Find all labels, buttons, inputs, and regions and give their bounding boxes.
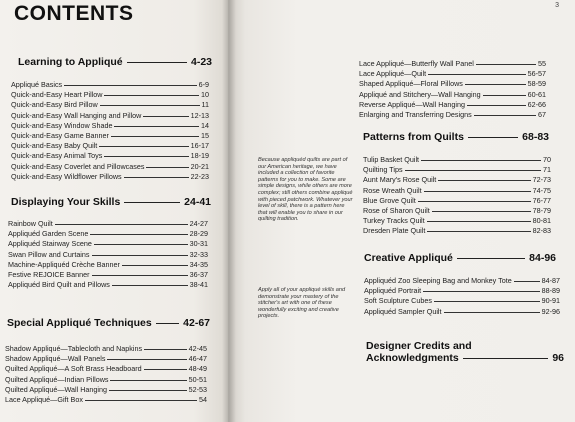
entry-title: Lace Appliqué—Gift Box — [5, 394, 83, 404]
entry-title: Quilted Appliqué—A Soft Brass Headboard — [5, 364, 142, 374]
entry-title: Turkey Tracks Quilt — [363, 216, 425, 226]
leader-rule — [421, 160, 541, 161]
leader-rule — [144, 369, 187, 370]
section-patterns-list — [363, 155, 551, 237]
entry-pages: 15 — [201, 130, 209, 140]
leader-rule — [428, 74, 525, 75]
entry-pages: 54 — [199, 394, 207, 404]
toc-entry — [11, 111, 209, 121]
entry-pages: 76-77 — [532, 195, 551, 205]
entry-title: Lace Appliqué—Butterfly Wall Panel — [359, 59, 474, 68]
leader-rule — [112, 285, 188, 286]
toc-entry — [364, 276, 560, 286]
leader-rule — [156, 323, 179, 324]
entry-title: Shaped Appliqué—Floral Pillows — [359, 79, 463, 89]
entry-pages: 80-81 — [532, 216, 551, 226]
toc-entry — [363, 206, 551, 216]
toc-entry — [359, 59, 546, 69]
leader-rule — [427, 231, 530, 232]
leader-rule — [64, 85, 196, 86]
entry-pages: 24-27 — [189, 219, 208, 228]
entry-pages: 32-33 — [189, 249, 208, 259]
section-title: Learning to Appliqué — [18, 56, 123, 68]
entry-pages: 67 — [538, 109, 546, 119]
entry-title: Rose of Sharon Quilt — [363, 205, 430, 215]
leader-rule — [104, 95, 199, 96]
leader-rule — [109, 390, 187, 391]
entry-title: Appliqué Basics — [11, 80, 63, 89]
entry-pages: 52-53 — [188, 384, 207, 394]
entry-title: Festive REJOICE Banner — [8, 269, 90, 279]
toc-entry — [359, 110, 546, 120]
entry-title: Appliquéd Bird Quilt and Pillows — [8, 280, 110, 290]
leader-rule — [55, 224, 188, 225]
section-pages: 42-67 — [183, 317, 210, 329]
entry-pages: 88-89 — [541, 286, 560, 296]
page-title: CONTENTS — [14, 2, 134, 25]
entry-pages: 42-45 — [188, 344, 207, 353]
leader-rule — [104, 156, 188, 157]
creative-blurb: Apply all of your appliqué skills and demonstrate your mastery of the stitcher's art with one of these wonderfully exciting and creative projects. — [258, 287, 346, 320]
entry-title: Enlarging and Transferring Designs — [359, 109, 472, 119]
section-special-heading — [7, 317, 210, 329]
leader-rule — [465, 84, 526, 85]
entry-title: Quick-and-Easy Wildflower Pillows — [11, 171, 122, 181]
entry-pages: 70 — [543, 155, 551, 164]
leader-rule — [92, 275, 188, 276]
entry-title: Quick-and-Easy Coverlet and Pillowcases — [11, 161, 145, 171]
entry-pages: 6-9 — [198, 80, 209, 89]
entry-pages: 48-49 — [188, 364, 207, 374]
leader-rule — [424, 191, 531, 192]
entry-title: Lace Appliqué—Quilt — [359, 69, 427, 79]
toc-entry — [5, 375, 207, 385]
section-displaying-list — [8, 219, 208, 290]
entry-pages: 34-35 — [189, 259, 208, 269]
leader-rule — [405, 170, 541, 171]
entry-title: Appliquéd Portrait — [364, 286, 422, 296]
entry-pages: 62-66 — [527, 99, 546, 109]
entry-pages: 84-87 — [541, 276, 560, 285]
leader-rule — [434, 301, 540, 302]
entry-pages: 20-21 — [190, 161, 209, 171]
entry-pages: 22-23 — [190, 171, 209, 181]
entry-pages: 74-75 — [532, 185, 551, 195]
leader-rule — [468, 137, 518, 138]
entry-pages: 50-51 — [188, 374, 207, 384]
toc-entry — [8, 219, 208, 229]
right-page — [228, 0, 575, 422]
section-credits-heading — [366, 340, 564, 364]
leader-rule — [127, 62, 187, 63]
toc-entry — [8, 260, 208, 270]
section-title: Displaying Your Skills — [11, 196, 121, 208]
toc-entry — [5, 364, 207, 374]
leader-rule — [444, 312, 540, 313]
section-title: Special Appliqué Techniques — [7, 317, 152, 329]
section-pages: 4-23 — [190, 56, 212, 68]
entry-pages: 78-79 — [532, 205, 551, 215]
page-number: 3 — [555, 2, 559, 9]
leader-rule — [432, 211, 531, 212]
leader-rule — [457, 258, 525, 259]
toc-entry — [359, 79, 546, 89]
leader-rule — [483, 95, 526, 96]
entry-title: Blue Grove Quilt — [363, 195, 416, 205]
entry-title: Appliquéd Zoo Sleeping Bag and Monkey Tote — [364, 276, 512, 285]
toc-entry — [8, 250, 208, 260]
toc-entry — [363, 226, 551, 236]
section-special-continued-list — [359, 59, 546, 120]
leader-rule — [100, 105, 200, 106]
entry-title: Quick-and-Easy Game Banner — [11, 130, 109, 140]
toc-entry — [5, 344, 207, 354]
toc-entry — [359, 69, 546, 79]
toc-entry — [8, 270, 208, 280]
toc-entry — [11, 151, 209, 161]
toc-entry — [363, 196, 551, 206]
leader-rule — [418, 201, 531, 202]
leader-rule — [476, 64, 536, 65]
entry-title: Shadow Appliqué—Wall Panels — [5, 354, 106, 364]
leader-rule — [114, 126, 199, 127]
leader-rule — [111, 136, 199, 137]
toc-entry — [363, 175, 551, 185]
entry-pages: 10 — [201, 90, 209, 100]
entry-pages: 58-59 — [527, 79, 546, 89]
entry-title: Quilted Appliqué—Wall Hanging — [5, 384, 108, 394]
left-page — [0, 0, 228, 422]
section-title: Creative Appliqué — [364, 252, 453, 264]
entry-pages: 92-96 — [541, 306, 560, 316]
toc-entry — [359, 90, 546, 100]
section-pages: 84-96 — [529, 252, 556, 264]
toc-entry — [8, 239, 208, 249]
leader-rule — [124, 202, 180, 203]
entry-pages: 28-29 — [189, 229, 208, 239]
section-title: Patterns from Quilts — [363, 131, 464, 143]
leader-rule — [144, 349, 187, 350]
toc-entry — [11, 80, 209, 90]
entry-pages: 56-57 — [527, 69, 546, 79]
entry-title: Quick-and-Easy Window Shade — [11, 120, 113, 130]
section-learning-heading — [18, 56, 212, 68]
toc-entry — [363, 186, 551, 196]
toc-entry — [5, 395, 207, 405]
entry-pages: 60-61 — [527, 89, 546, 99]
entry-title: Quick-and-Easy Bird Pillow — [11, 100, 98, 110]
entry-title: Appliqué and Stitchery—Wall Hanging — [359, 89, 481, 99]
leader-rule — [427, 221, 531, 222]
section-pages: 68-83 — [522, 131, 549, 143]
toc-entry — [364, 296, 560, 306]
toc-entry — [11, 162, 209, 172]
leader-rule — [143, 116, 188, 117]
entry-title: Appliquéd Stairway Scene — [8, 239, 92, 249]
toc-entry — [364, 286, 560, 296]
toc-entry — [363, 165, 551, 175]
section-title-line1: Designer Credits and — [366, 340, 472, 352]
toc-entry — [8, 229, 208, 239]
entry-pages: 38-41 — [189, 280, 208, 290]
leader-rule — [122, 265, 188, 266]
toc-entry — [11, 131, 209, 141]
toc-entry — [11, 172, 209, 182]
toc-entry — [5, 385, 207, 395]
entry-pages: 16-17 — [190, 141, 209, 151]
entry-pages: 90-91 — [541, 296, 560, 306]
entry-pages: 18-19 — [190, 151, 209, 161]
toc-entry — [363, 155, 551, 165]
entry-pages: 55 — [538, 59, 546, 68]
entry-title: Appliquéd Sampler Quilt — [364, 306, 442, 316]
leader-rule — [110, 380, 186, 381]
section-title-line2: Acknowledgments — [366, 352, 459, 364]
leader-rule — [124, 177, 189, 178]
entry-title: Quilted Appliqué—Indian Pillows — [5, 374, 109, 384]
leader-rule — [438, 180, 530, 181]
entry-pages: 11 — [201, 100, 209, 110]
section-creative-list — [364, 276, 560, 317]
toc-entry — [8, 280, 208, 290]
entry-title: Reverse Appliqué—Wall Hanging — [359, 99, 466, 109]
entry-pages: 30-31 — [189, 239, 208, 249]
section-special-list — [5, 344, 207, 405]
toc-entry — [11, 100, 209, 110]
leader-rule — [423, 291, 539, 292]
section-creative-heading — [364, 252, 556, 264]
section-patterns-heading — [363, 131, 549, 143]
toc-entry — [364, 307, 560, 317]
entry-title: Aunt Mary's Rose Quilt — [363, 175, 437, 185]
leader-rule — [94, 244, 188, 245]
entry-pages: 71 — [543, 165, 551, 175]
entry-title: Quick-and-Easy Heart Pillow — [11, 90, 103, 100]
entry-pages: 36-37 — [189, 269, 208, 279]
entry-pages: 82-83 — [532, 226, 551, 236]
leader-rule — [99, 146, 188, 147]
credits-title-row — [366, 352, 564, 364]
toc-entry — [11, 90, 209, 100]
entry-pages: 72-73 — [532, 175, 551, 185]
entry-title: Quilting Tips — [363, 165, 403, 175]
entry-pages: 46-47 — [188, 354, 207, 364]
toc-entry — [11, 121, 209, 131]
leader-rule — [146, 167, 188, 168]
section-displaying-heading — [11, 196, 211, 208]
entry-title: Quick-and-Easy Baby Quilt — [11, 141, 98, 151]
leader-rule — [90, 234, 187, 235]
patterns-blurb: Because appliquéd quilts are part of our American heritage, we have included a collection of favorite patterns for you to make. Some are simple designs, while others are more complex; still others combine appliqué with pieced patchwork. Whatever your level of skill, there is a pattern here that will enable you to share in our quilting tradition. — [258, 157, 353, 223]
entry-title: Tulip Basket Quilt — [363, 155, 420, 164]
section-pages: 96 — [552, 352, 564, 364]
gutter-shadow — [222, 0, 236, 422]
toc-entry — [363, 216, 551, 226]
entry-title: Quick-and-Easy Animal Toys — [11, 151, 103, 161]
leader-rule — [514, 281, 540, 282]
entry-title: Machine-Appliquéd Crèche Banner — [8, 259, 120, 269]
entry-pages: 12-13 — [190, 110, 209, 120]
entry-title: Shadow Appliqué—Tablecloth and Napkins — [5, 344, 143, 353]
leader-rule — [474, 115, 536, 116]
toc-entry — [5, 354, 207, 364]
leader-rule — [107, 359, 186, 360]
toc-entry — [359, 100, 546, 110]
entry-title: Rose Wreath Quilt — [363, 185, 422, 195]
section-pages: 24-41 — [184, 196, 211, 208]
leader-rule — [467, 105, 526, 106]
section-learning-list — [11, 80, 209, 182]
toc-entry — [11, 141, 209, 151]
leader-rule — [92, 255, 188, 256]
entry-title: Appliquéd Garden Scene — [8, 229, 89, 239]
leader-rule — [463, 358, 549, 359]
entry-title: Rainbow Quilt — [8, 219, 53, 228]
entry-title: Dresden Plate Quilt — [363, 226, 426, 236]
leader-rule — [85, 400, 197, 401]
entry-title: Soft Sculpture Cubes — [364, 296, 432, 306]
entry-pages: 14 — [201, 120, 209, 130]
entry-title: Quick-and-Easy Wall Hanging and Pillow — [11, 110, 142, 120]
entry-title: Swan Pillow and Curtains — [8, 249, 90, 259]
